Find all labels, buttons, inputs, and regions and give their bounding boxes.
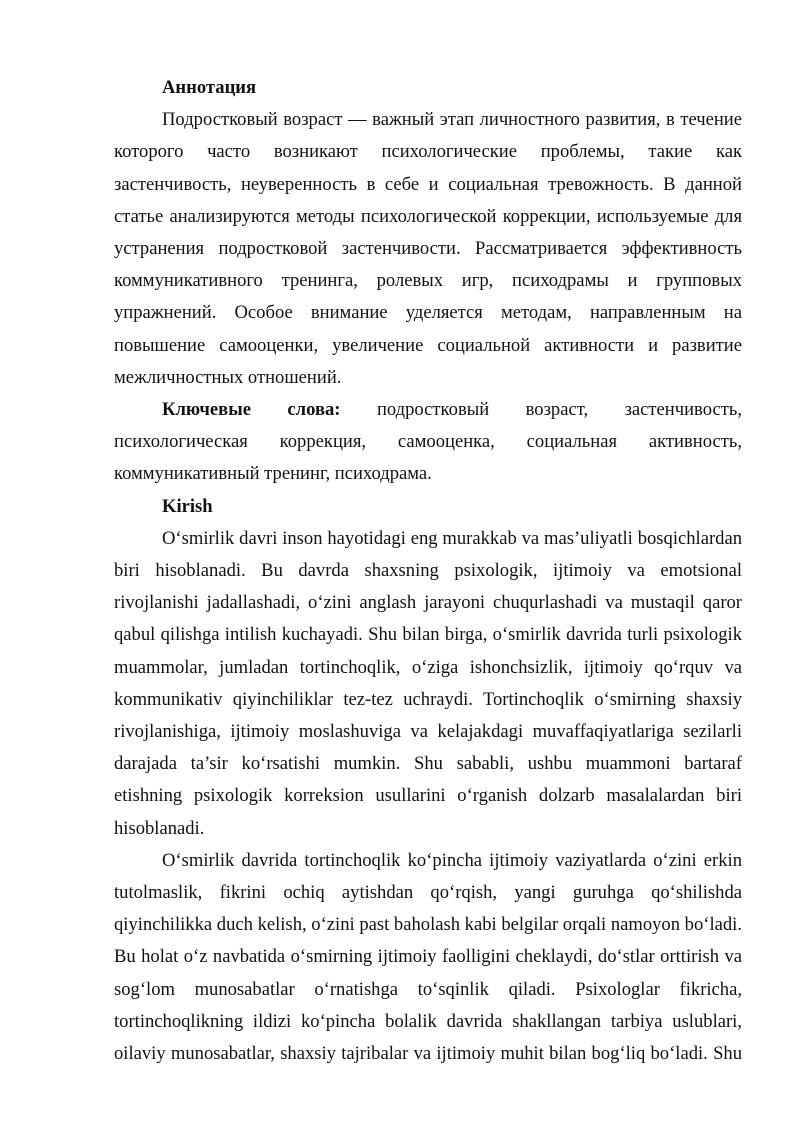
keywords-text: подростковый возраст, застенчивость, психологическая коррекция, самооценка, социальная активность, коммуникативный тренинг, психодрама. [114,399,742,485]
annotation-paragraph: Подростковый возраст — важный этап личностного развития, в течение которого часто возникают психологические проблемы, такие как застенчивость, неуверенность в себе и социальная тревожность. В данной статье анализируются методы психологической коррекции, используемые для устранения подростковой застенчивости. Рассматривается эффективность коммуникативного тренинга, ролевых игр, психодрамы и групповых упражнений. Особое внимание уделяется методам, направленным на повышение самооценки, увеличение социальной активности и развитие межличностных отношений. [114,109,742,388]
intro-heading: Kirish [162,495,213,517]
annotation-heading: Аннотация [162,77,257,98]
keywords-paragraph [114,394,742,491]
document-body [114,72,742,1070]
intro-paragraph-1: O‘smirlik davri inson hayotidagi eng murakkab va mas’uliyatli bosqichlardan biri hisoblanadi. Bu davrda shaxsning psixologik, ijtimoiy va emotsional rivojlanishi jadallashadi, o‘zini anglash jarayoni chuqurlashadi va mustaqil qaror qabul qilishga intilish kuchayadi. Shu bilan birga, o‘smirlik davrida turli psixologik muammolar, jumladan tortinchoqlik, o‘ziga ishonchsizlik, ijtimoiy qo‘rquv va kommunikativ qiyinchiliklar tez-tez uchraydi. Tortinchoqlik o‘smirning shaxsiy rivojlanishiga, ijtimoiy moslashuviga va kelajakdagi muvaffaqiyatlariga sezilarli darajada ta’sir ko‘rsatishi mumkin. Shu sababli, ushbu muammoni bartaraf etishning psixologik korreksion usullarini o‘rganish dolzarb masalalardan biri hisoblanadi. [114,527,742,839]
keywords-label: Ключевые слова: [162,399,341,421]
intro-paragraph-2: O‘smirlik davrida tortinchoqlik ko‘pincha ijtimoiy vaziyatlarda o‘zini erkin tutolmaslik, fikrini ochiq aytishdan qo‘rqish, yangi guruhga qo‘shilishda qiyinchilikka duch kelish, o‘zini past baholash kabi belgilar orqali namoyon bo‘ladi. Bu holat o‘z navbatida o‘smirning ijtimoiy faolligini cheklaydi, do‘stlar orttirish va sog‘lom munosabatlar o‘rnatishga to‘sqinlik qiladi. Psixologlar fikricha, tortinchoqlikning ildizi ko‘pincha bolalik davrida shakllangan tarbiya uslublari, oilaviy munosabatlar, shaxsiy tajribalar va ijtimoiy muhit bilan bog‘liq bo‘ladi. Shu [114,849,742,1065]
